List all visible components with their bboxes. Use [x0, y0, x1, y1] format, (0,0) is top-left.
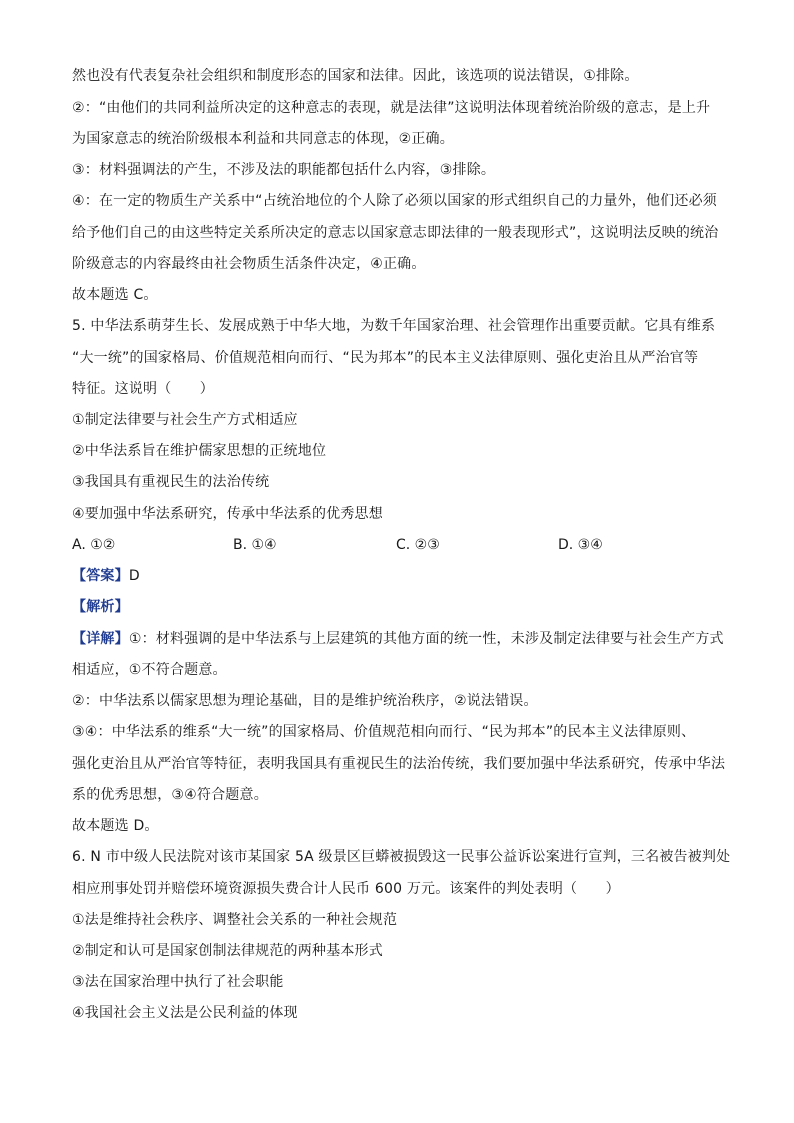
- text-line: 相适应，①不符合题意。: [72, 662, 227, 678]
- question-6-stem: 6. N 市中级人民法院对该市某国家 5A 级景区巨蟒被损毁这一民事公益诉讼案进行宣判，三名被告被判处: [72, 849, 731, 865]
- statement-1: ①制定法律要与社会生产方式相适应: [72, 412, 298, 428]
- statement-3: ③我国具有重视民生的法治传统: [72, 474, 270, 490]
- text-line: ②：中华法系以儒家思想为理论基础，目的是维护统治秩序，②说法错误。: [72, 693, 538, 709]
- text-line: 给予他们自己的由这些特定关系所决定的意志以国家意志即法律的一般表现形式”，这说明法反映的统治: [72, 225, 719, 241]
- text-line: 然也没有代表复杂社会组织和制度形态的国家和法律。因此，该选项的说法错误，①排除。: [72, 68, 639, 84]
- text-line: ②：“由他们的共同利益所决定的这种意志的表现，就是法律”这说明法体现着统治阶级的意志，是上升: [72, 100, 711, 116]
- analysis-tag: 【解析】: [72, 599, 129, 615]
- text-line: 阶级意志的内容最终由社会物质生活条件决定，④正确。: [72, 256, 426, 272]
- text-line: ③：材料强调法的产生，不涉及法的职能都包括什么内容，③排除。: [72, 162, 496, 178]
- analysis-line: [72, 597, 732, 617]
- statement-4: ④我国社会主义法是公民利益的体现: [72, 1005, 298, 1021]
- question-6-stem: 相应刑事处罚并赔偿环境资源损失费合计人民币 600 万元。该案件的判处表明（ ）: [72, 881, 620, 897]
- detail-tag: 【详解】: [72, 631, 129, 647]
- statement-3: ③法在国家治理中执行了社会职能: [72, 974, 284, 990]
- option-c: C. ②③: [396, 537, 440, 553]
- option-a: A. ①②: [72, 537, 116, 553]
- question-5-stem: “大一统”的国家格局、价值规范相向而行、“民为邦本”的民本主义法律原则、强化吏治且从严治官等: [72, 350, 699, 366]
- text-line: 为国家意志的统治阶级根本利益和共同意志的体现，②正确。: [72, 131, 454, 147]
- statement-4: ④要加强中华法系研究，传承中华法系的优秀思想: [72, 506, 383, 522]
- statement-2: ②中华法系旨在维护儒家思想的正统地位: [72, 443, 327, 459]
- answer-tag: 【答案】: [72, 568, 129, 584]
- detail-line: [72, 629, 732, 649]
- question-5-stem: 5. 中华法系萌芽生长、发展成熟于中华大地，为数千年国家治理、社会管理作出重要贡献。它具有维系: [72, 318, 716, 334]
- conclusion-line: 故本题选 D。: [72, 818, 159, 834]
- statement-1: ①法是维持社会秩序、调整社会关系的一种社会规范: [72, 912, 398, 928]
- answer-value: D: [128, 568, 140, 584]
- text-line: ③④：中华法系的维系“大一统”的国家格局、价值规范相向而行、“民为邦本”的民本主义法律原则、: [72, 724, 696, 740]
- statement-2: ②制定和认可是国家创制法律规范的两种基本形式: [72, 943, 383, 959]
- answer-line: [72, 566, 732, 586]
- text-line: ④：在一定的物质生产关系中“占统治地位的个人除了必须以国家的形式组织自己的力量外，他们还必须: [72, 193, 718, 209]
- option-b: B. ①④: [233, 537, 277, 553]
- conclusion-line: 故本题选 C。: [72, 287, 158, 303]
- text-line: 系的优秀思想，③④符合题意。: [72, 787, 268, 803]
- option-d: D. ③④: [558, 537, 603, 553]
- detail-text: ①：材料强调的是中华法系与上层建筑的其他方面的统一性，未涉及制定法律要与社会生产方式: [128, 631, 724, 647]
- question-5-stem: 特征。这说明（ ）: [72, 381, 214, 397]
- text-line: 强化吏治且从严治官等特征，表明我国具有重视民生的法治传统，我们要加强中华法系研究，传承中华法: [72, 756, 726, 772]
